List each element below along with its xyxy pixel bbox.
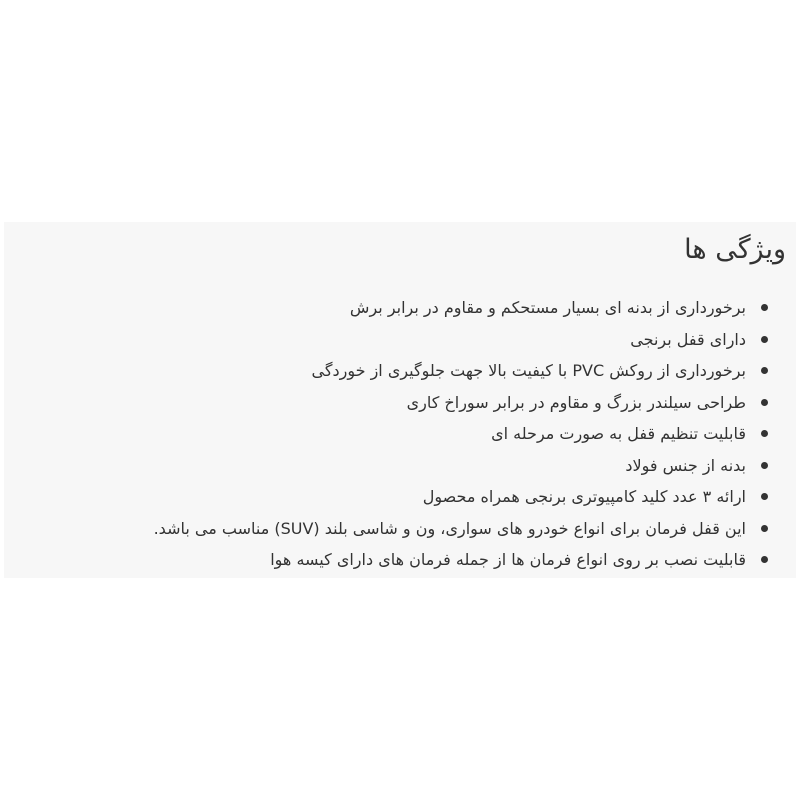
feature-text: بدنه از جنس فولاد <box>625 455 746 475</box>
list-item <box>0 324 768 356</box>
feature-text: این قفل فرمان برای انواع خودرو های سواری، ون و شاسی بلند (SUV) مناسب می باشد. <box>153 518 746 538</box>
list-item <box>0 450 768 482</box>
bullet-icon <box>761 304 768 311</box>
list-item <box>0 418 768 450</box>
list-item <box>0 387 768 419</box>
list-item <box>0 544 768 576</box>
bullet-icon <box>761 525 768 532</box>
list-item <box>0 481 768 513</box>
feature-text: ارائه ۳ عدد کلید کامپیوتری برنجی همراه محصول <box>422 487 746 506</box>
list-item <box>0 355 768 387</box>
feature-text: قابلیت نصب بر روی انواع فرمان ها از جمله فرمان های دارای کیسه هوا <box>270 550 746 569</box>
features-panel <box>4 222 796 578</box>
section-title: ویژگی ها <box>684 234 786 265</box>
bullet-icon <box>761 462 768 469</box>
feature-text: قابلیت تنظیم قفل به صورت مرحله ای <box>491 424 746 443</box>
bullet-icon <box>761 367 768 374</box>
bullet-icon <box>761 430 768 437</box>
bullet-icon <box>761 336 768 343</box>
feature-text: برخورداری از روکش PVC با کیفیت بالا جهت جلوگیری از خوردگی <box>311 361 746 380</box>
feature-text: برخورداری از بدنه ای بسیار مستحکم و مقاوم در برابر برش <box>349 298 746 317</box>
bullet-icon <box>761 399 768 406</box>
feature-text: طراحی سیلندر بزرگ و مقاوم در برابر سوراخ کاری <box>406 392 746 412</box>
list-item <box>0 292 768 324</box>
feature-text: دارای قفل برنجی <box>630 329 746 349</box>
bullet-icon <box>761 556 768 563</box>
features-list <box>0 292 768 576</box>
list-item <box>0 513 768 545</box>
bullet-icon <box>761 493 768 500</box>
